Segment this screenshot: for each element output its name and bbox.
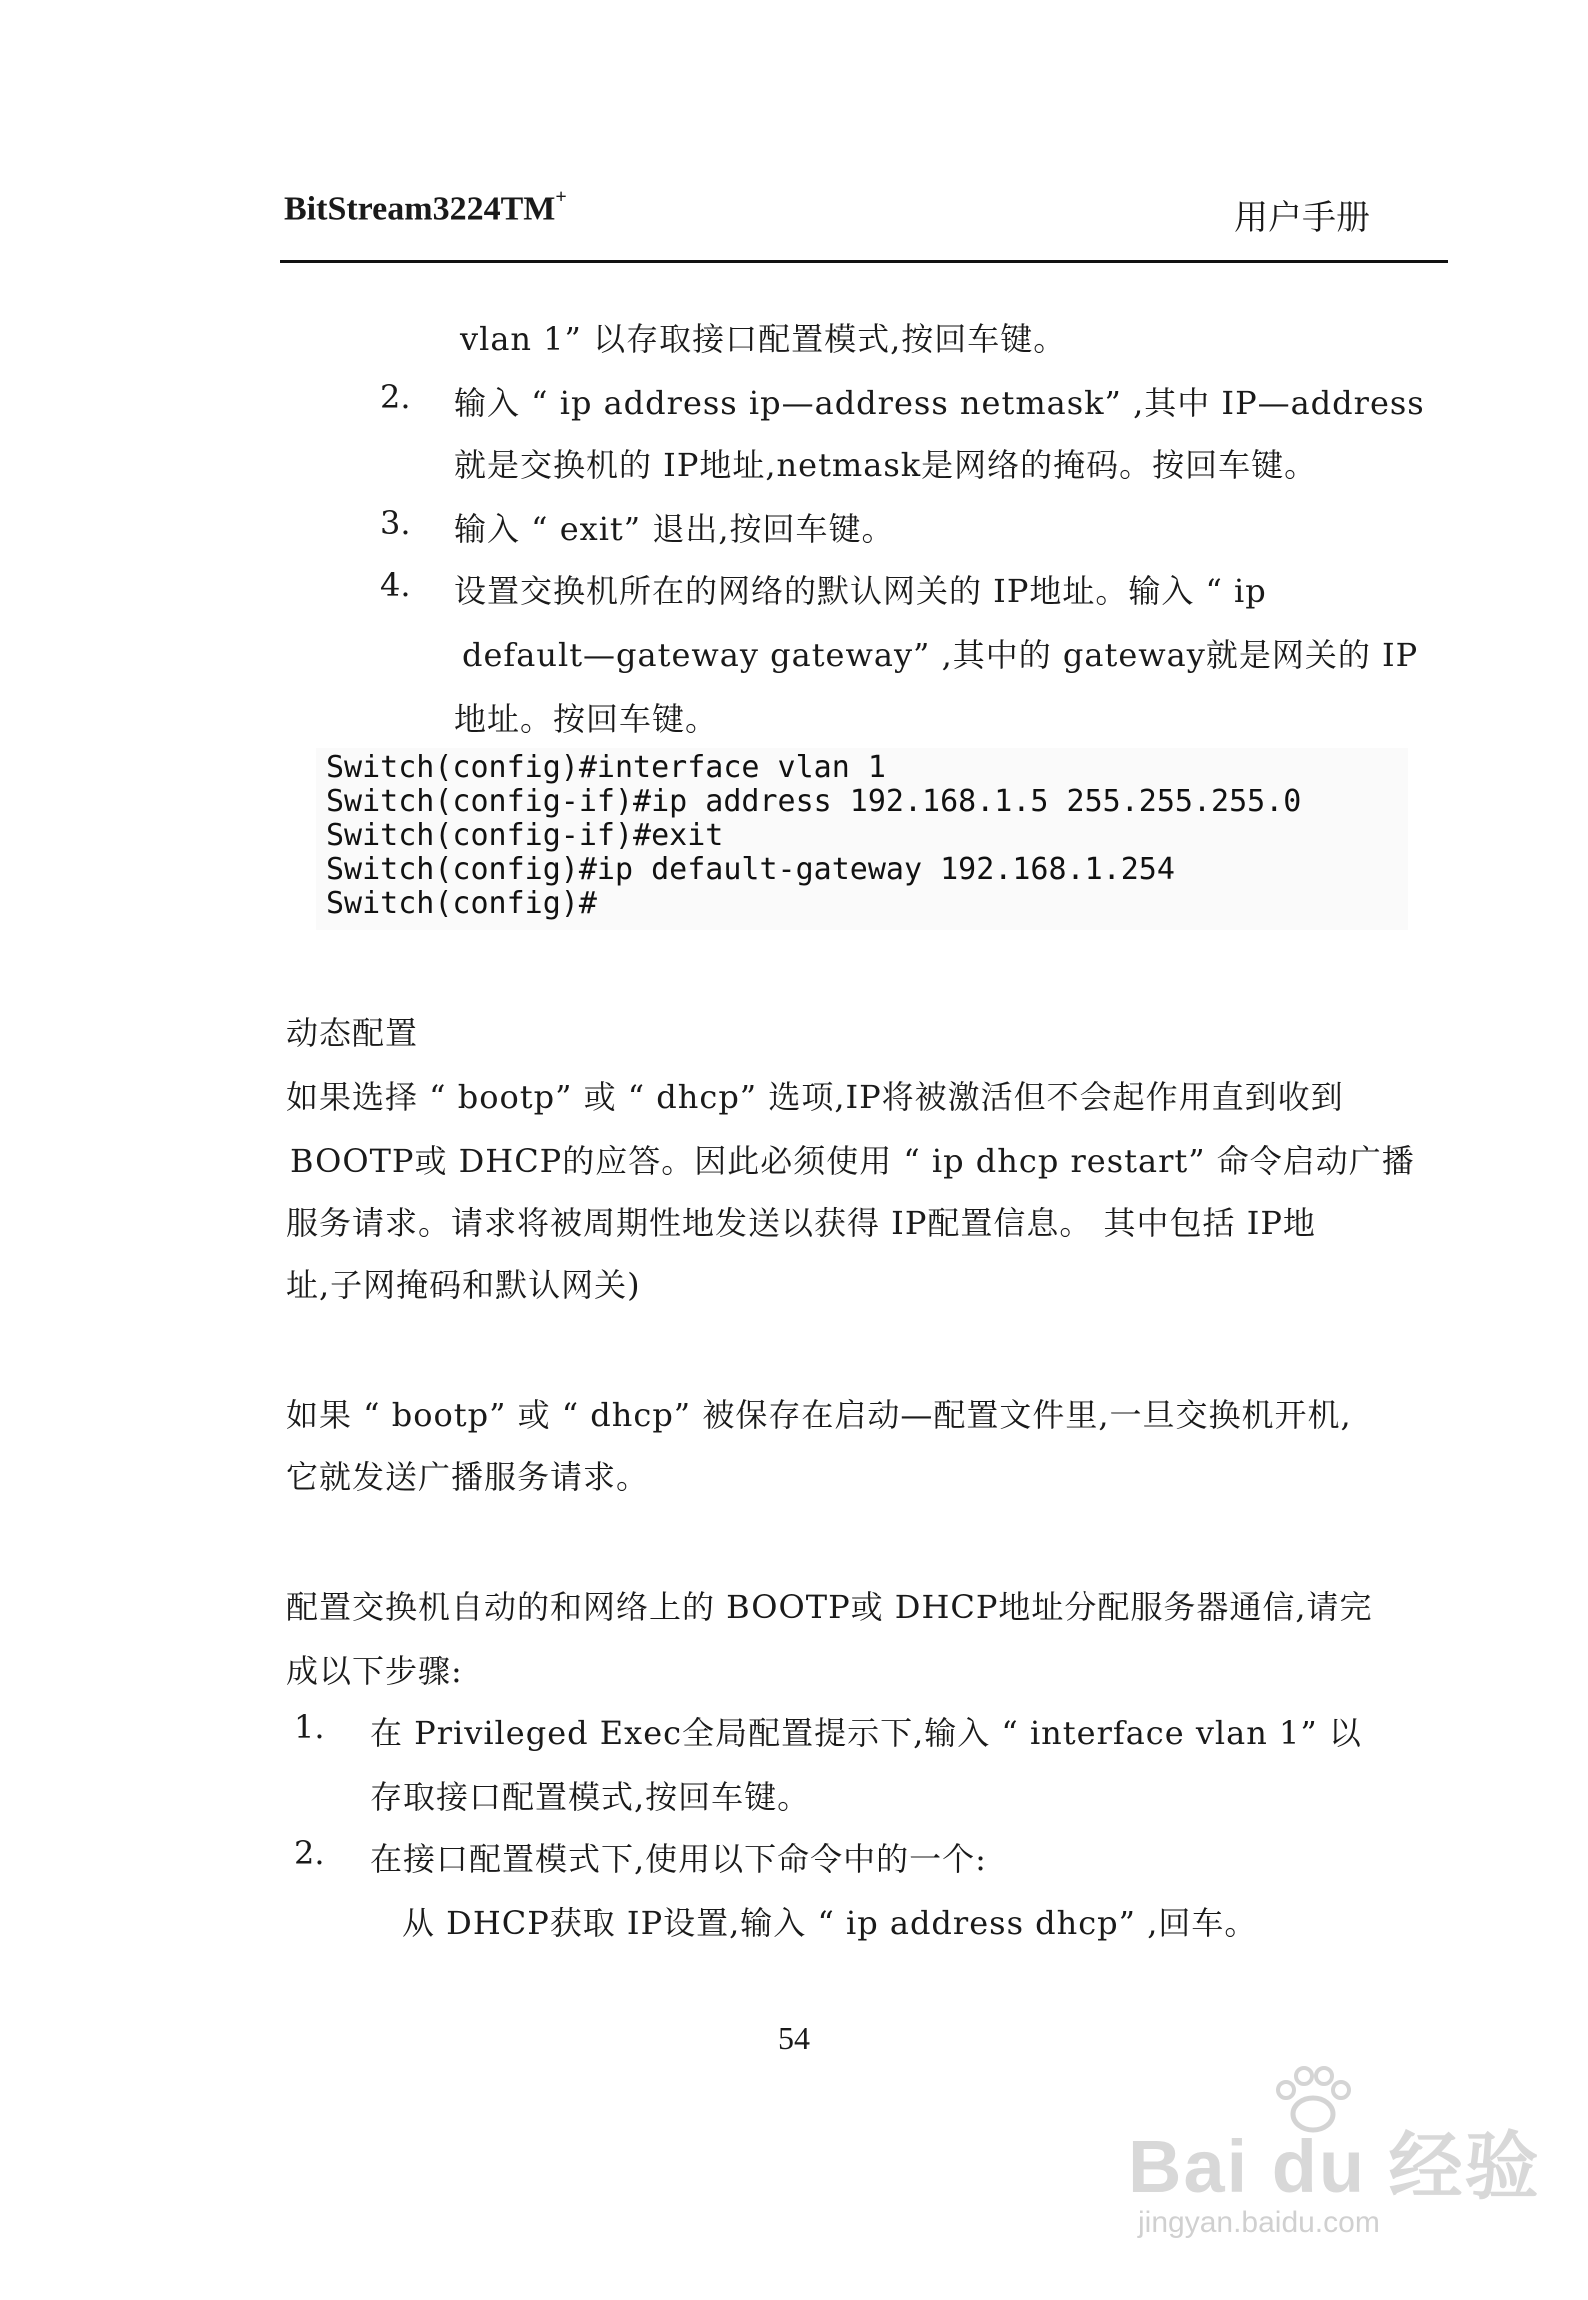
header-title-text: BitStream3224TM [284,190,556,228]
step2-line2: 就是交换机的 IP地址,netmask是网络的掩码。按回车键。 [454,446,1318,484]
para2-line2: 它就发送广播服务请求。 [286,1458,650,1496]
terminal-line: Switch(config)#interface vlan 1 [326,750,886,785]
para3-line2: 成以下步骤: [286,1652,463,1690]
para1-line1: 如果选择 “ bootp” 或 “ dhcp” 选项,IP将被激活但不会起作用直到收到 [286,1078,1344,1116]
step3-line1: 输入 “ exit” 退出,按回车键。 [454,510,895,548]
terminal-screenshot [316,748,1408,930]
header-rule [280,260,1448,263]
section-heading: 动态配置 [286,1014,419,1052]
header-right: 用户手册 [1234,198,1370,238]
terminal-line: Switch(config-if)#ip address 192.168.1.5 255.255.255.0 [326,784,1302,819]
dyn-step1-line1: 在 Privileged Exec全局配置提示下,输入 “ interface vlan 1” 以 [370,1714,1362,1752]
watermark [1128,2068,1541,2248]
para2-line1: 如果 “ bootp” 或 “ dhcp” 被保存在启动—配置文件里,一旦交换机开机, [286,1396,1352,1434]
step4-line1: 设置交换机所在的网络的默认网关的 IP地址。输入 “ ip [454,572,1267,610]
terminal-line: Switch(config)#ip default-gateway 192.168.1.254 [326,852,1175,887]
watermark-url: jingyan.baidu.com [1138,2206,1380,2239]
header-title [284,186,567,228]
watermark-logo: Bai du 经验 [1128,2125,1541,2208]
step4-number: 4. [380,566,411,604]
page-number: 54 [778,2020,810,2056]
step4-line3: 地址。按回车键。 [454,700,719,738]
step4-line2: default—gateway gateway” ,其中的 gateway就是网关的 IP [462,636,1419,674]
step3-number: 3. [380,504,411,542]
para1-line2: BOOTP或 DHCP的应答。因此必须使用 “ ip dhcp restart” 命令启动广播 [290,1142,1415,1180]
terminal-line: Switch(config-if)#exit [326,818,724,853]
para3-line1: 配置交换机自动的和网络上的 BOOTP或 DHCP地址分配服务器通信,请完 [286,1588,1373,1626]
step2-number: 2. [380,378,411,416]
para1-line3: 服务请求。请求将被周期性地发送以获得 IP配置信息。 其中包括 IP地 [286,1204,1316,1242]
header-title-sup: + [555,186,567,208]
dyn-step1-line2: 存取接口配置模式,按回车键。 [370,1778,811,1816]
step2-line1: 输入 “ ip address ip—address netmask” ,其中 IP—address [454,384,1425,422]
para1-line4: 址,子网掩码和默认网关) [286,1266,641,1304]
dyn-step2-number: 2. [294,1834,325,1872]
step1-continuation: vlan 1” 以存取接口配置模式,按回车键。 [460,320,1067,358]
dyn-step2-sub: 从 DHCP获取 IP设置,输入 “ ip address dhcp” ,回车。 [402,1904,1258,1942]
dyn-step1-number: 1. [294,1708,325,1746]
terminal-line: Switch(config)# [326,886,597,921]
dyn-step2-line1: 在接口配置模式下,使用以下命令中的一个: [370,1840,987,1878]
